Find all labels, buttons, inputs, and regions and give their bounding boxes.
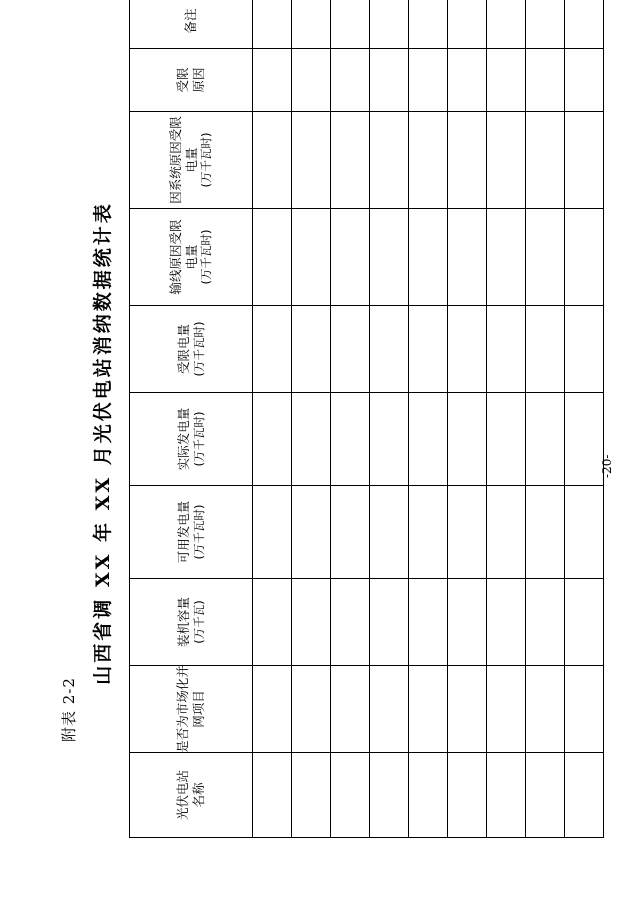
- table-cell[interactable]: [487, 579, 526, 666]
- table-cell[interactable]: [448, 579, 487, 666]
- table-cell[interactable]: [409, 0, 448, 49]
- table-cell[interactable]: [448, 666, 487, 753]
- table-cell[interactable]: [370, 579, 409, 666]
- table-cell[interactable]: [292, 112, 331, 209]
- column-header-actual-generation: [130, 393, 253, 486]
- table-cell[interactable]: [253, 0, 292, 49]
- table-cell[interactable]: [253, 112, 292, 209]
- column-header-market-grid-project: [130, 666, 253, 753]
- header-unit: (万千瓦时): [199, 229, 214, 285]
- page-title: 山西省调 XX 年 XX 月光伏电站消纳数据统计表: [92, 201, 114, 685]
- table-cell[interactable]: [409, 579, 448, 666]
- table-cell[interactable]: [292, 306, 331, 393]
- attachment-label: 附表 2-2: [60, 677, 78, 742]
- header-unit: (万千瓦时): [191, 321, 206, 377]
- header-unit: (万千瓦): [191, 600, 206, 644]
- table-cell[interactable]: [292, 393, 331, 486]
- table-cell[interactable]: [292, 753, 331, 838]
- table-cell[interactable]: [370, 112, 409, 209]
- header-line-2: 电量: [183, 244, 199, 270]
- table-cell[interactable]: [253, 666, 292, 753]
- table-cell[interactable]: [565, 666, 604, 753]
- table-cell[interactable]: [331, 666, 370, 753]
- table-cell[interactable]: [292, 49, 331, 112]
- table-cell[interactable]: [331, 486, 370, 579]
- table-cell[interactable]: [487, 486, 526, 579]
- table-cell[interactable]: [370, 0, 409, 49]
- table-header-row: [130, 0, 253, 838]
- page-number: -20-: [600, 454, 614, 478]
- table-cell[interactable]: [448, 753, 487, 838]
- table-cell[interactable]: [370, 49, 409, 112]
- table-cell[interactable]: [565, 579, 604, 666]
- column-header-curtailment-reason: [130, 49, 253, 112]
- header-line-2: 名称: [191, 782, 206, 808]
- table-cell[interactable]: [253, 393, 292, 486]
- table-cell[interactable]: [487, 49, 526, 112]
- table-body: [253, 0, 604, 838]
- table-cell[interactable]: [487, 666, 526, 753]
- table-cell[interactable]: [331, 49, 370, 112]
- column-header-station-name: [130, 753, 253, 838]
- table-cell[interactable]: [409, 112, 448, 209]
- table-row: [370, 0, 409, 838]
- table-cell[interactable]: [448, 306, 487, 393]
- table-row: [331, 0, 370, 838]
- table-cell[interactable]: [565, 393, 604, 486]
- table-cell[interactable]: [292, 0, 331, 49]
- table-cell[interactable]: [487, 0, 526, 49]
- table-cell[interactable]: [253, 209, 292, 306]
- header-unit: (万千瓦时): [199, 132, 214, 188]
- header-line-1: 受限: [175, 67, 191, 93]
- header-unit: (万千瓦时): [191, 504, 206, 560]
- table-cell[interactable]: [253, 579, 292, 666]
- column-header-available-generation: [130, 486, 253, 579]
- table-cell[interactable]: [409, 209, 448, 306]
- table-cell[interactable]: [409, 393, 448, 486]
- table-cell[interactable]: [526, 579, 565, 666]
- table-cell[interactable]: [448, 112, 487, 209]
- table-cell[interactable]: [292, 666, 331, 753]
- table-cell[interactable]: [526, 753, 565, 838]
- table-cell[interactable]: [253, 486, 292, 579]
- column-header-line-caused-curtailment: [130, 209, 253, 306]
- table-cell[interactable]: [331, 112, 370, 209]
- table-cell[interactable]: [370, 666, 409, 753]
- table-cell[interactable]: [526, 306, 565, 393]
- table-cell[interactable]: [448, 393, 487, 486]
- table-cell[interactable]: [565, 112, 604, 209]
- header-line-1: 实际发电量: [176, 407, 191, 471]
- header-line-1: 因系统原因受限: [168, 116, 184, 204]
- table-cell[interactable]: [331, 393, 370, 486]
- column-header-system-caused-curtailment: [130, 112, 253, 209]
- header-line-2: 电量: [183, 147, 199, 173]
- table-cell[interactable]: [331, 306, 370, 393]
- table-cell[interactable]: [409, 666, 448, 753]
- table-cell[interactable]: [331, 0, 370, 49]
- header-line-1: 受限电量: [176, 324, 191, 375]
- table-cell[interactable]: [487, 753, 526, 838]
- header-line-1: 光伏电站: [175, 770, 191, 821]
- header-line-1: 是否为市场化并: [175, 665, 191, 753]
- table-row: [565, 0, 604, 838]
- table-cell[interactable]: [565, 209, 604, 306]
- rotated-content: [88, 8, 548, 838]
- table-cell[interactable]: [526, 209, 565, 306]
- table-cell[interactable]: [370, 753, 409, 838]
- table-header: [130, 0, 253, 838]
- table-cell[interactable]: [565, 486, 604, 579]
- table-cell[interactable]: [331, 753, 370, 838]
- header-line-1: 可用发电量: [176, 500, 191, 564]
- table-cell[interactable]: [565, 0, 604, 49]
- table-row: [409, 0, 448, 838]
- table-cell[interactable]: [565, 49, 604, 112]
- table-cell[interactable]: [487, 393, 526, 486]
- table-cell[interactable]: [409, 306, 448, 393]
- table-cell[interactable]: [292, 486, 331, 579]
- table-cell[interactable]: [448, 486, 487, 579]
- table-row: [292, 0, 331, 838]
- table-cell[interactable]: [526, 49, 565, 112]
- table-cell[interactable]: [487, 112, 526, 209]
- table-cell[interactable]: [526, 666, 565, 753]
- table-cell[interactable]: [448, 49, 487, 112]
- table-cell[interactable]: [487, 306, 526, 393]
- table-cell[interactable]: [448, 209, 487, 306]
- header-line-1: 备注: [183, 8, 199, 34]
- header-line-1: 输线原因受限: [168, 219, 184, 295]
- table-cell[interactable]: [409, 49, 448, 112]
- table-cell[interactable]: [370, 209, 409, 306]
- header-line-2: 原因: [191, 67, 206, 93]
- table-cell[interactable]: [448, 0, 487, 49]
- table-cell[interactable]: [253, 306, 292, 393]
- table-row: [448, 0, 487, 838]
- header-line-1: 装机容量: [176, 597, 191, 648]
- column-header-installed-capacity: [130, 579, 253, 666]
- header-unit: (万千瓦时): [191, 411, 206, 467]
- table-cell[interactable]: [565, 753, 604, 838]
- table-cell[interactable]: [370, 393, 409, 486]
- column-header-curtailed-energy: [130, 306, 253, 393]
- header-line-2: 网项目: [191, 690, 206, 728]
- table-cell[interactable]: [487, 209, 526, 306]
- table-cell[interactable]: [253, 49, 292, 112]
- table-cell[interactable]: [526, 393, 565, 486]
- table-cell[interactable]: [253, 753, 292, 838]
- table-cell[interactable]: [331, 209, 370, 306]
- table-cell[interactable]: [526, 112, 565, 209]
- table-cell[interactable]: [409, 753, 448, 838]
- table-row: [487, 0, 526, 838]
- table-cell[interactable]: [331, 579, 370, 666]
- table-cell[interactable]: [565, 306, 604, 393]
- table-cell[interactable]: [370, 306, 409, 393]
- table-row: [253, 0, 292, 838]
- table-cell[interactable]: [526, 0, 565, 49]
- column-header-remarks: [130, 0, 253, 49]
- table-cell[interactable]: [409, 486, 448, 579]
- table-row: [526, 0, 565, 838]
- table-cell[interactable]: [370, 486, 409, 579]
- table-cell[interactable]: [292, 579, 331, 666]
- statistics-table: [129, 0, 604, 838]
- table-cell[interactable]: [526, 486, 565, 579]
- table-cell[interactable]: [292, 209, 331, 306]
